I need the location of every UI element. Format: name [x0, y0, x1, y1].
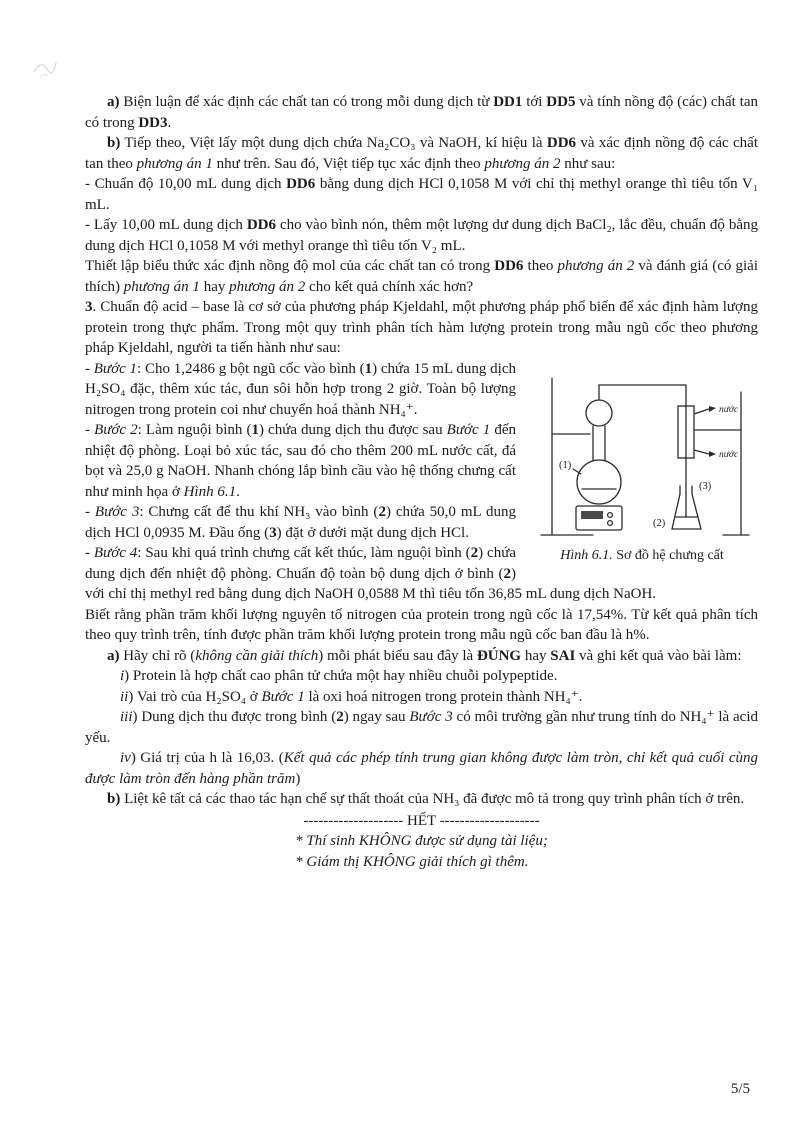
paragraph-3-intro: 3. Chuẩn độ acid – base là cơ sở của phương pháp Kjeldahl, một phương pháp phổ biến để xác định hàm lượng protein trong thực phẩm. Trong một quy trình phân tích hàm lượng protein trong mẫu ngũ cốc theo phương pháp Kjeldahl, người ta tiến hành như sau: [85, 299, 758, 356]
end-marker: -------------------- HẾT -------------------- [303, 812, 540, 829]
water-out-arrow-icon [709, 406, 716, 412]
condenser [678, 406, 709, 458]
paragraph-2b: b) Tiếp theo, Việt lấy một dung dịch chứa Na₂CO₃ và NaOH, kí hiệu là DD6 và xác định nồng độ các chất tan theo phương án 1 như trên. Sau đó, Việt tiếp tục xác định theo phương án 2 như sau: [85, 135, 758, 172]
statement-ii: ii) Vai trò của H₂SO₄ ở Bước 1 là oxi hoá nitrogen trong protein thành NH₄⁺. [120, 688, 583, 705]
figure-caption: Hình 6.1. Sơ đồ hệ chưng cất [560, 547, 724, 563]
exam-notes [295, 831, 548, 872]
paragraph-step2: - Bước 2: Làm nguội bình (1) chứa dung dịch thu được sau Bước 1 đến nhiệt độ phòng. Loại bỏ xúc tác, sau đó cho thêm 200 mL nước cất, đá bọt và 25,0 g NaOH. Nhanh chóng lắp bình cầu vào hệ thống chưng cất như minh họa ở Hình 6.1. [85, 422, 516, 500]
page-number: 5/5 [730, 1081, 750, 1097]
heating-mantle [576, 506, 622, 530]
water-in-arrow-icon [709, 451, 716, 457]
flask-1-label: (1) [558, 459, 571, 471]
tube-3-label: (3) [698, 480, 711, 492]
paragraph-3b: b) Liệt kê tất cả các thao tác hạn chế sự thất thoát của NH₃ đã được mô tả trong quy trình phân tích ở trên. [107, 791, 745, 807]
paragraph-2b-conclusion: Thiết lập biểu thức xác định nồng độ mol của các chất tan có trong DD6 theo phương án 2 và đánh giá (có giải thích) phương án 1 hay phương án 2 cho kết quả chính xác hơn? [85, 258, 759, 295]
paragraph-step3: - Bước 3: Chưng cất để thu khí NH₃ vào bình (2) chứa 50,0 mL dung dịch HCl 0,0935 M. Đầu ống (3) đặt ở dưới mặt dung dịch HCl. [85, 504, 517, 541]
paragraph-3-given: Biết rằng phần trăm khối lượng nguyên tố nitrogen của protein trong ngũ cốc là 17,54%. Từ kết quả phân tích theo quy trình trên, tính được phần trăm khối lượng protein trong mẫu ngũ cốc ban đầu là h%. [85, 606, 758, 643]
note-proctors: * Giám thị KHÔNG giải thích gì thêm. [295, 853, 529, 870]
water-in-label: nước [718, 449, 738, 460]
paragraph-3a: a) Hãy chỉ rõ (không cần giải thích) mỗi phát biểu sau đây là ĐÚNG hay SAI và ghi kết quả vào bài làm: [107, 647, 742, 664]
paragraph-2b-method1: - Chuẩn độ 10,00 mL dung dịch DD6 bằng dung dịch HCl 0,1058 M với chỉ thị methyl orange thì tiêu tốn V₁ mL. [85, 176, 758, 213]
paragraph-2a: a) Biện luận để xác định các chất tan có trong mỗi dung dịch từ DD1 tới DD5 và tính nồng độ (các) chất tan có trong DD3. [85, 94, 758, 131]
water-out-label: nước [718, 404, 738, 415]
distillation-apparatus-diagram [535, 362, 750, 544]
paragraph-2b-method2: - Lấy 10,00 mL dung dịch DD6 cho vào bình nón, thêm một lượng dư dung dịch BaCl₂, lắc đều, chuẩn độ bằng dung dịch HCl 0,1058 M với methyl orange thì tiêu tốn V₂ mL. [85, 217, 758, 254]
figure-6-1 [526, 362, 758, 565]
note-candidates: * Thí sinh KHÔNG được sử dụng tài liệu; [295, 833, 548, 849]
paragraph-step4: - Bước 4: Sau khi quá trình chưng cất kết thúc, làm nguội bình (2) chứa dung dịch đến nhiệt độ phòng. Chuẩn độ toàn bộ dung dịch ở bình (2) với chỉ thị methyl red bằng dung dịch NaOH 0,0588 M thì tiêu tốn 36,85 mL dung dịch NaOH. [85, 545, 657, 602]
round-bottom-flask [577, 426, 621, 504]
statement-iv: iv) Giá trị của h là 16,03. (Kết quả các phép tính trung gian không được làm tròn, chỉ kết quả cuối cùng được làm tròn đến hàng phần trăm) [85, 750, 759, 787]
receiver-2-label: (2) [652, 517, 665, 529]
paragraph-step1: - Bước 1: Cho 1,2486 g bột ngũ cốc vào bình (1) chứa 15 mL dung dịch H₂SO₄ đặc, thêm xúc tác, đun sôi hỗn hợp trong 2 giờ. Toàn bộ lượng nitrogen trong protein coi như chuyển hoá thành NH₄⁺. [85, 360, 516, 418]
splash-head-bulb [586, 400, 612, 426]
scan-artifact-mark [28, 42, 70, 84]
statement-i: i) Protein là hợp chất cao phân tử chứa một hay nhiều chuỗi polypeptide. [120, 668, 558, 684]
bridge-tube [599, 385, 686, 406]
statement-iii: iii) Dung dịch thu được trong bình (2) ngay sau Bước 3 có môi trường gần như trung tính do NH₄⁺ là acid yếu. [85, 709, 758, 746]
